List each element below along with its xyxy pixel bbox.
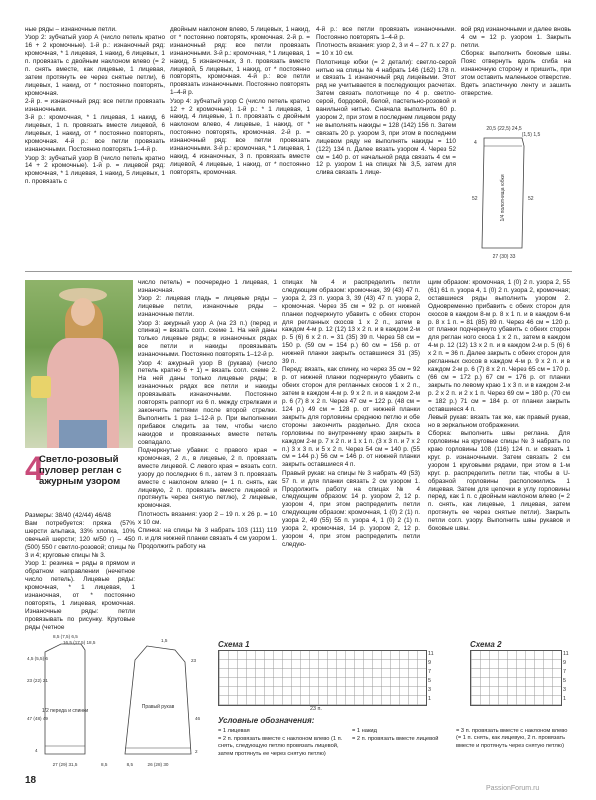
photo-jeans xyxy=(59,420,107,448)
row-number: 7 xyxy=(563,669,566,675)
paragraph: Размеры: 38/40 (42/44) 46/48 xyxy=(25,512,111,519)
sleeve-outline xyxy=(125,646,191,754)
paragraph: Вам потребуется: пряжа (57% шерсти альпака, 33% хлопка, 10% овечьей шерсти; 120 м/50 г) – 450 (500) 550 г светло-розовой; спицы № 3 и 4; круговые спицы № 3. xyxy=(25,520,135,560)
paragraph: ные ряды – изнаночные петли. xyxy=(25,26,117,33)
scheme-1-title: Схема 1 xyxy=(218,640,250,649)
paragraph: Сборка: выполнить боковые швы. Пояс отвернуть вдоль сгиба на изнаночную сторону и пришить, при этом оставить маленькое отверстие. Вдеть эластичную ленту и зашить отверстие. xyxy=(461,50,571,97)
legend-item: = 2 п. провязать вместе лицевой xyxy=(352,735,439,742)
paragraph: двойным наклоном влево, 5 лицевых, 1 накид, от * постоянно повторять, кромочная. 2-й р. = изнаночный ряд: все петли провязать изнаночными. 3-й р.: кромочная, * 1 лицевая, 1 накид, 5 изнаночных, 3 п. провязать вместе лицевой, 5 лицевых, 1 накид, от * постоянно повторять, кромочная. 4-й р.: все петли провязать изнаночными. Постоянно повторять 1–4-й р. xyxy=(170,26,311,97)
sleeve-top: 1,5 xyxy=(161,638,168,643)
sleeve-label: Правый рукав xyxy=(141,704,175,710)
row-number: 7 xyxy=(428,669,431,675)
legend-item: = 2 п. провязать вместе с наклоном влево (1 п. снять, следующую петлю провязать лицевой, затем протянуть ее через снятую петлю) xyxy=(218,735,343,757)
row-number: 9 xyxy=(428,660,431,666)
row-number: 11 xyxy=(563,651,569,657)
paragraph: Подчеркнутые убавки: с правого края = кромочная, 2 л., в лицевые, 2 п. провязать вместе лицевой. С левого края = вязать согл. узору до последних 6 п., затем 3 п. провязать вместе с наклоном влево (= 1 п. снять, как лицевую, 2 п. провязать вместе лицевой и протянуть через снятую петлю), 2 лицевые, кромочная. xyxy=(138,447,277,510)
sleeve-rib-height: 2 xyxy=(195,749,198,754)
legend-column-3 xyxy=(456,728,571,751)
pullover-diagram xyxy=(25,632,210,780)
row-number: 3 xyxy=(563,687,566,693)
scheme-1-stitch-count: 23 п. xyxy=(310,706,322,712)
legend-column-1 xyxy=(218,728,348,759)
row-number: 5 xyxy=(563,678,566,684)
paragraph: Узор 3: зубчатый узор В (число петель кратно 14 + 2 кромочные). 1-й р. = лицевой ряд: кромочная, * 1 лицевая, 1 накид, 5 лицевых, 1 п. провязать с xyxy=(25,154,165,186)
paragraph: Узор 3: ажурный узор А (на 23 п.) (перед и спинка) = вязать согл. схеме 1. На ней даны только лицевые ряды; в изнаночных рядах все петли и накиды провязывать изнаночными. Постоянно повторять 1–12-й р. xyxy=(138,319,277,359)
legend-item: = 1 лицевая xyxy=(218,728,250,734)
skirt-height-body: 52 xyxy=(472,196,478,202)
paragraph: Полотнище юбки (= 2 детали): светло-серой нитью на спицы № 4 набрать 146 (162) 178 п. и связать 1 изнаночный ряд лицевыми. Этот ряд не учитывается в последующих расчетах. Затем связать полотнище по 4 р. светло-серой, бордовой, белой, пастельно-розовой и ванильной нитью. Сначала выполнить 60 р. узором 2, при этом в последнем лицевом ряду не выполнять накиды = 128 (142) 156 п. Затем связать 20 р. узором 3, при этом в последнем лицевом ряду не выполнять накиды = 110 (122) 134 п. Далее вязать узором 4. Через 52 см = 140 р. от начальной ряда связать 4 см = 12 р. узором 1 на спицах № 3,5, затем для слива связать 1 лице- xyxy=(316,58,456,177)
scheme-2-title: Схема 2 xyxy=(470,640,502,649)
row-number: 1 xyxy=(428,696,431,702)
paragraph: вой ряд изнаночными и далее вновь 4 см = 12 р. узором 1. Закрыть петли. xyxy=(461,26,571,49)
skirt-bottom-width: 27 (30) 33 xyxy=(492,254,516,260)
paragraph: Перед: вязать, как спинку, но через 35 см = 92 р. от нижней планки подчеркнуто убавить с обеих сторон для регланных скосов 1 x 2 п., затем в каждом 4-м р. 9 x 2 п. и в каждом 2-м р. 6 (7) 8 x 2 п. Через 47 см = 122 р. (48 см = 124 р.) 49 см = 128 р. от нижней планки закрыть для горловины среднюю петлю и обе стороны закончить раздельно. Для скоса горловины по внутреннему краю закрыть в каждом 2-м р. 7 x 2 п. и 1 x 1 п. (3 x 3 п. и 7 x 2 п.) 3 x 3 п. и 5 x 2 п. Через 54 см = 140 р. (55 см = 144 р.) 56 см = 146 р. от нижней планки закрыть оставшиеся 4 п. xyxy=(282,366,420,469)
paragraph: 2-й р. = изнаночный ряд: все петли провязать изнаночными. xyxy=(25,98,165,114)
paragraph: Узор 2: зубчатый узор А (число петель кратно 16 + 2 кромочные). 1-й р.: изнаночный ряд: кромочная, * 1 лицевая, 1 накид, 6 лицевых, 1 п. провязать с двойным наклоном влево (= 2 п. снять вместе, как лицевые, 1 лицевая, затем протянуть ее через снятые петли), 6 лицевых, 1 накид, от * постоянно повторять, кромочная. xyxy=(25,34,165,97)
skirt-diagram xyxy=(462,120,572,265)
body-outline xyxy=(45,644,85,754)
scheme-1-grid xyxy=(218,650,427,706)
dim-bottom: 27 (29) 31,5 xyxy=(52,762,78,767)
paragraph: Правый рукав: на спицы № 3 набрать 49 (53) 57 п. и для планки связать 2 см узором 1. Продолжить работу на спицах № 4 следующим образом: 14 р. узором 2, 12 р. узором 4, при этом распределить петли следующим образом: кромочная, 1 (0) 2 (1) п. узора 2, 49 (55) 55 п. узора 4, 1 (0) 2 (1) п. узора 2, кромочная, 14 р. узором 2, 12 р. узором 4, при этом распределить петли следую- xyxy=(282,469,420,548)
dim-left-3: 47 (48) 49 xyxy=(27,716,48,721)
photo-bag xyxy=(31,376,51,398)
paragraph: Узор 4: ажурный узор В (рукава) (число петель кратно 6 + 1) = вязать согл. схеме 2. На ней даны только лицевые ряды; в изнаночных рядах все петли и накиды провязывать изнаночными. Постоянно повторять раппорт из 6 п. между стрелками и закончить петлями после второй стрелки. Выполнить 1 раз 1–12-й р. При выполнении прибавок следить за тем, чтобы число накидов и провязанных вместе петель совпадало. xyxy=(138,359,277,446)
text-column-top-3 xyxy=(316,26,456,178)
paragraph: Плотность вязания: узор 2 – 19 п. x 26 р. = 10 x 10 см. xyxy=(138,510,277,526)
sleeve-right: 23 xyxy=(191,658,197,663)
dim-left-4: 4 xyxy=(35,748,38,753)
paragraph: спицах № 4 и распределить петли следующим образом: кромочная, 39 (43) 47 п. узора 2, 23 п. узора 3, 39 (43) 47 п. узора 2, кромочная. Через 35 см = 92 р. от нижней планки подчеркнуто убавить с обеих сторон для регланных скосов 1 x 2 п., затем в каждом 4-м р. 12 (12) 13 x 2 п. и в каждом 2-м р. 5 (6) 6 x 2 п. = 31 (35) 39 п. Через 58 см = 150 р. (59 см = 154 р.) 60 см = 156 р. от нижней планки закрыть оставшиеся 31 (35) 39 п. xyxy=(282,279,420,366)
skirt-height-band: 4 xyxy=(474,140,477,146)
legend-title: Условные обозначения: xyxy=(218,716,315,725)
scheme-2-grid xyxy=(470,650,562,706)
row-number: 9 xyxy=(563,660,566,666)
row-number: 3 xyxy=(428,687,431,693)
row-number: 11 xyxy=(428,651,434,657)
text-column-mid-1 xyxy=(138,279,277,551)
sleeve-bottom: 26 (28) 30 xyxy=(147,762,169,767)
paragraph: щим образом: кромочная, 1 (0) 2 п. узора 2, 55 (61) 61 п. узора 4, 1 (0) 2 п. узора 2, кромочная; оставшиеся ряды выполнить узором 2. Одновременно прибавить с обеих сторон для скосов в каждом 8-м р. 8 x 1 п. и в каждом 6-м р. 8 x 1 п. = 81 (85) 89 п. Через 46 см = 120 р. от планки подчеркнуто убавить с обеих сторон для реглан ного скоса 1 x 2 п., затем в каждом 4-м р. 12 (12) 13 x 2 п. и в каждом 2-м р. 5 (6) 6 x 2 п. = 36 п. Далее закрыть с обеих сторон для регланных скосов в каждом 4-м р. 9 x 2 п. и в каждом 2-м р. 6 (7) 8 x 2 п. Через 65 см = 170 р. (66 см = 172 р.) 67 см = 176 р. от планки закрыть по левому краю 1 x 3 п. и в каждом 2-м р. 2 x 2 п. и 2 x 1 п. Через 69 см = 180 р. (70 см = 182 р.) 71 см = 184 р. от планки закрыть оставшиеся 4 п. xyxy=(428,279,570,413)
dim-top-left: 8,5 (7,5) 6,5 xyxy=(53,634,78,639)
watermark: PassionForum.ru xyxy=(486,785,540,792)
dim-left-1: 4,5 (5,5) 6 xyxy=(27,656,48,661)
paragraph: Узор 2: лицевая гладь = лицевые ряды – лицевые петли, изнаночные ряды – изнаночные петли. xyxy=(138,295,277,319)
paragraph: Узор 4: зубчатый узор С (число петель кратно 12 + 2 кромочные). 1-й р.: * 1 лицевая, 1 накид, 4 лицевые, 1 п. провязать с двойным наклоном влево, 4 лицевые, 1 накид, от * постоянно повторять, кромочная. 2-й р. = изнаночный ряд: все петли провязать изнаночными. 3-й р.: кромочная, * 1 лицевая, 1 накид, 4 изнаночных, 3 п. провязать вместе лицевой, 4 лицевые, 1 накид, от * постоянно повторять, кромочная. xyxy=(170,97,311,176)
photo-face xyxy=(71,298,95,326)
skirt-top-widths: 20,5 (22,5) 24,5 xyxy=(486,126,522,132)
text-column-top-2 xyxy=(170,26,310,177)
skirt-side-widths: (1,5) 1,5 xyxy=(521,132,541,138)
scheme-1-row-numbers xyxy=(428,650,434,704)
paragraph: Плотность вязания: узор 2, 3 и 4 – 27 п. x 27 р. = 10 x 10 см. xyxy=(316,42,456,58)
text-column-top-4 xyxy=(461,26,571,98)
dim-top-mid: 16,5 (17,5) 18,5 xyxy=(63,640,96,645)
paragraph: Узор 1: резинка = ряды в прямом и обратном направлении (нечетное число петель). Лицевые ряды: кромочная, * 1 лицевая, 1 изнаночная, от * постоянно повторять, 1 лицевая, кромочная. Изнаночные ряды: петли провязывать по рисунку. Круговые ряды (четное xyxy=(25,560,135,631)
section-divider xyxy=(25,271,572,272)
legend-item: = 1 накид xyxy=(352,728,377,734)
skirt-height-body-right: 52 xyxy=(528,196,534,202)
row-number: 1 xyxy=(563,696,566,702)
paragraph: Сборка: выполнить швы реглана. Для горловины на круговые спицы № 3 набрать по краю горловины 108 (116) 124 п. и связать 1 круг. р. изнаночными. Затем связать 2 см узором 1 круговыми рядами, при этом в 1-м круг. р. распределить петли так, чтобы в U-образной горловины расположились 1 лицевая. Затем для цепочки в углу горловины перед, как 1 п. с двойным наклоном влево (= 2 п. снять, как лицевые, 1 лицевая, затем протянуть ее через снятые петли). Закрыть петли согл. узору. Выполнить швы рукавов и боковые швы. xyxy=(428,430,570,533)
paragraph: 3-й р.: кромочная, * 1 лицевая, 1 накид, 6 лицевых, 1 п. провязать вместе лицевой, 6 лицевых, 1 накид, от * постоянно повторять, кромочная. 4-й р.: все петли провязать изнаночными. Постоянно повторять 1–4-й р. xyxy=(25,114,165,154)
text-column-mid-3 xyxy=(428,279,570,534)
page-number: 18 xyxy=(25,775,37,786)
dim-bottom-left: 8,5 xyxy=(101,762,108,767)
pattern-title-text: Светло-розовый пуловер реглан с ажурным узором xyxy=(39,454,122,487)
paragraph: число петель) = поочередно 1 лицевая, 1 изнаночная. xyxy=(138,279,277,294)
row-number: 5 xyxy=(428,678,431,684)
paragraph: Спинка: на спицы № 3 набрать 103 (111) 119 п. и для нижней планки связать 4 см узором 1. Продолжить работу на xyxy=(138,527,277,550)
pattern-number: 4 xyxy=(25,450,44,488)
legend-item: = 3 п. провязать вместе с наклоном влево (= 1 п. снять, как лицевую, 2 п. провязать вместе и протянуть через снятую петлю) xyxy=(456,728,568,749)
sleeve-height: 46 xyxy=(195,716,201,721)
paragraph: Левый рукав: вязать так же, как правый рукав, но в зеркальном отображении. xyxy=(428,413,570,429)
skirt-center-label: 1/4 полотнища юбки xyxy=(500,174,506,222)
dim-left-2: 23 (22) 21 xyxy=(27,678,48,683)
model-photo xyxy=(25,280,133,448)
scheme-2-row-numbers xyxy=(563,650,569,704)
paragraph: 4-й р.: все петли провязать изнаночными. Постоянно повторять 1–4-й р. xyxy=(316,26,456,41)
text-column-top-1 xyxy=(25,26,165,187)
sleeve-bottom-left: 8,5 xyxy=(126,762,133,767)
text-column-left xyxy=(25,512,135,632)
text-column-mid-2 xyxy=(282,279,420,549)
body-label: 1/2 переда и спинки xyxy=(41,708,89,714)
legend-column-2 xyxy=(352,728,452,744)
